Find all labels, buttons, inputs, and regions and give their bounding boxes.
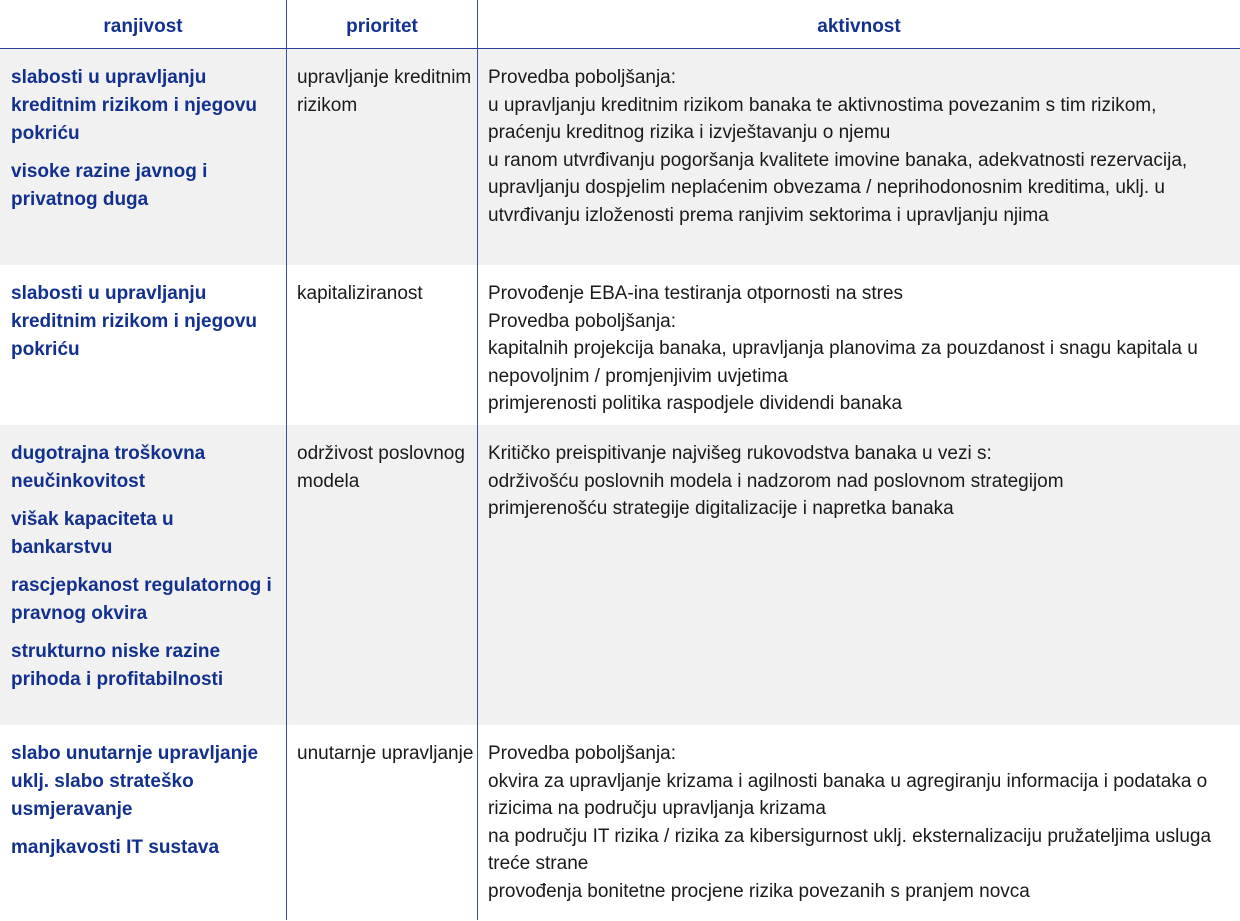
priority-cell: održivost poslovnog modela xyxy=(297,443,465,492)
vulnerability-item: slabo unutarnje upravljanje uklj. slabo strateško usmjeravanje xyxy=(11,743,259,820)
activity-item: okvira za upravljanje krizama i agilnosti banaka u agregiranju informacija i podataka o rizicima na području upravljanja krizama xyxy=(488,770,1208,819)
vulnerability-cell xyxy=(11,280,279,374)
column-divider xyxy=(477,0,479,920)
vulnerability-cell xyxy=(11,740,279,872)
activity-item: kapitalnih projekcija banaka, upravljanja planovima za pouzdanost i snagu kapitala u nepovoljnim / promjenjivim uvjetima xyxy=(488,338,1198,387)
column-divider xyxy=(286,0,288,920)
vulnerability-item: višak kapaciteta u bankarstvu xyxy=(11,509,174,558)
priority-cell: upravljanje kreditnim rizikom xyxy=(297,67,472,116)
priority-cell: unutarnje upravljanje xyxy=(297,743,474,764)
activity-lead: Provedba poboljšanja: xyxy=(488,310,677,332)
table-header xyxy=(0,0,1240,49)
vulnerability-item: strukturno niske razine prihoda i profitabilnosti xyxy=(11,641,224,690)
priority-cell: kapitaliziranost xyxy=(297,283,423,304)
table-row xyxy=(0,265,1240,425)
vulnerability-item: slabosti u upravljanju kreditnim rizikom i njegovu pokriću xyxy=(11,67,257,144)
vulnerability-item: visoke razine javnog i privatnog duga xyxy=(11,161,208,210)
activity-item: održivošću poslovnih modela i nadzorom nad poslovnom strategijom xyxy=(488,470,1064,492)
activity-cell xyxy=(488,740,1233,905)
activity-lead: Provedba poboljšanja: xyxy=(488,67,677,88)
header-vulnerability: ranjivost xyxy=(103,16,183,37)
vulnerability-item: manjkavosti IT sustava xyxy=(11,837,220,858)
activity-item: primjerenosti politika raspodjele dividendi banaka xyxy=(488,393,903,414)
activity-item: primjerenošću strategije digitalizacije i napretka banaka xyxy=(488,498,954,519)
activity-cell xyxy=(488,440,1233,523)
activity-cell xyxy=(488,64,1233,229)
vulnerability-item: dugotrajna troškovna neučinkovitost xyxy=(11,443,206,492)
activity-item: u ranom utvrđivanju pogoršanja kvalitete imovine banaka, adekvatnosti rezervacija, upravljanju dospjelim neplaćenim obvezama / neprihodonosnim kreditima, uklj. u utvrđivanju izloženosti prema ranjivim sektorima i upravljanju njima xyxy=(488,149,1188,226)
activity-lead: Provođenje EBA-ina testiranja otpornosti na stres xyxy=(488,283,904,304)
activity-lead: Kritičko preispitivanje najvišeg rukovodstva banaka u vezi s: xyxy=(488,443,992,464)
table-row xyxy=(0,425,1240,725)
activity-cell xyxy=(488,280,1233,418)
header-activity: aktivnost xyxy=(817,16,901,37)
table-row xyxy=(0,725,1240,921)
vulnerability-item: slabosti u upravljanju kreditnim rizikom i njegovu pokriću xyxy=(11,283,257,360)
vulnerability-cell xyxy=(11,440,279,704)
table-row xyxy=(0,49,1240,265)
activity-lead: Provedba poboljšanja: xyxy=(488,743,677,764)
vulnerability-item: rascjepkanost regulatornog i pravnog okvira xyxy=(11,575,272,624)
activity-item: na području IT rizika / rizika za kibersigurnost uklj. eksternalizaciju pružateljima usluga treće strane xyxy=(488,825,1212,874)
activity-item: provođenja bonitetne procjene rizika povezanih s pranjem novca xyxy=(488,880,1030,902)
vulnerability-cell xyxy=(11,64,279,224)
activity-item: u upravljanju kreditnim rizikom banaka te aktivnostima povezanim s tim rizikom, praćenju kreditnog rizika i izvještavanju o njemu xyxy=(488,94,1157,143)
header-priority: prioritet xyxy=(346,16,418,37)
